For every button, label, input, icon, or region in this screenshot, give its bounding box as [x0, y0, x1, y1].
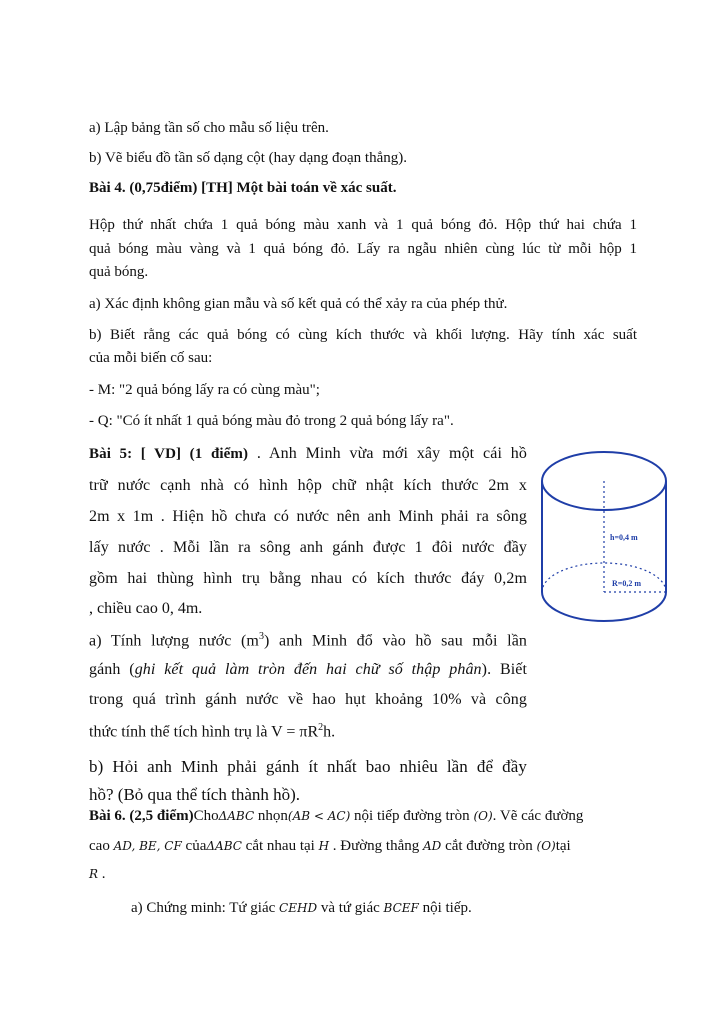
problem-4-heading: Bài 4. (0,75điểm) [TH] Một bài toán về xác suất. — [89, 180, 397, 196]
line-ad: AD — [423, 839, 442, 853]
text: cắt nhau tại — [241, 838, 319, 854]
text: ) anh Minh đổ vào hồ sau mỗi lần — [264, 632, 527, 650]
problem-4-text-line: Hộp thứ nhất chứa 1 quả bóng màu xanh và 1 quả bóng đỏ. Hộp thứ hai chứa 1 — [89, 217, 637, 233]
text: cắt đường tròn — [441, 838, 537, 854]
text: cao — [89, 838, 114, 854]
question-4a: a) Lập bảng tần số cho mẫu số liệu trên. — [89, 120, 329, 136]
text: thức tính thể tích hình trụ là V = πR — [89, 723, 319, 741]
altitudes: AD, BE, CF — [113, 839, 182, 853]
text: tại — [555, 838, 571, 854]
problem-4-part-b-line: của mỗi biến cố sau: — [89, 350, 213, 366]
problem-6-line-3 — [89, 866, 106, 883]
problem-4-part-a: a) Xác định không gian mẫu và số kết quả có thể xảy ra của phép thử. — [89, 296, 508, 312]
event-m: - M: "2 quả bóng lấy ra có cùng màu"; — [89, 382, 320, 398]
point-r: R — [89, 867, 99, 881]
problem-5-line-6: , chiều cao 0, 4m. — [89, 600, 203, 617]
text: . Đường thẳng — [329, 838, 424, 854]
triangle-abc: ΔABC — [218, 809, 255, 823]
superscript: 2 — [318, 722, 324, 733]
problem-5-part-b-line-1: b) Hỏi anh Minh phải gánh ít nhất bao nhiêu lần để đầy — [89, 757, 527, 776]
problem-6-line-2 — [89, 838, 571, 855]
problem-6-part-a — [131, 900, 472, 917]
problem-4-text-line: quả bóng màu vàng và 1 quả bóng đỏ. Lấy ra ngẫu nhiên cùng lúc từ mỗi hộp 1 — [89, 241, 637, 257]
text: của — [181, 838, 207, 854]
problem-5-text: . Anh Minh vừa mới xây một cái hồ — [248, 445, 527, 462]
problem-6-line-1 — [89, 808, 583, 825]
problem-5-line-1 — [89, 445, 527, 463]
problem-5-part-a-line-1 — [89, 631, 527, 650]
text: a) Chứng minh: Tứ giác — [131, 900, 280, 916]
text: . Vẽ các đường — [492, 808, 584, 824]
problem-5-part-a-line-4 — [89, 722, 335, 741]
point-h: H — [318, 839, 330, 853]
text: h. — [323, 723, 336, 741]
text: nội tiếp. — [418, 900, 472, 916]
problem-4-text-line: quả bóng. — [89, 264, 149, 280]
problem-5-line-5: gồm hai thùng hình trụ bằng nhau có kích thước đáy 0,2m — [89, 570, 527, 587]
problem-5-line-3: 2m x 1m . Hiện hồ chưa có nước nên anh Minh phải ra sông — [89, 508, 527, 525]
circle-o: (O) — [536, 839, 556, 853]
superscript: 3 — [258, 631, 265, 642]
condition: (AB < AC) — [287, 809, 351, 823]
quad-bcef: BCEF — [383, 901, 419, 915]
problem-5-line-4: lấy nước . Mỗi lần ra sông anh gánh được 1 đôi nước đầy — [89, 539, 527, 556]
problem-4-part-b-line: b) Biết rằng các quả bóng có cùng kích thước và khối lượng. Hãy tính xác suất — [89, 327, 637, 343]
text: nhọn — [254, 808, 288, 824]
problem-5-line-2: trữ nước cạnh nhà có hình hộp chữ nhật kích thước 2m x — [89, 477, 527, 494]
problem-5-heading: Bài 5: [ VD] (1 điểm) — [89, 446, 249, 462]
problem-6-heading: Bài 6. (2,5 điểm) — [89, 808, 194, 824]
text: nội tiếp đường tròn — [350, 808, 474, 824]
circle-o: (O) — [473, 809, 493, 823]
text: Cho — [193, 808, 219, 824]
quad-cehd: CEHD — [279, 901, 318, 915]
cylinder-figure — [538, 442, 670, 622]
problem-5-part-a-line-3: trong quá trình gánh nước về hao hụt khoảng 10% và công — [89, 691, 527, 708]
event-q: - Q: "Có ít nhất 1 quả bóng màu đỏ trong 2 quả bóng lấy ra". — [89, 413, 454, 429]
italic-note: ghi kết quả làm tròn đến hai chữ số thập phân — [134, 661, 482, 678]
cylinder-bottom-front-arc — [542, 592, 666, 621]
question-4b: b) Vẽ biểu đồ tần số dạng cột (hay dạng đoạn thẳng). — [89, 150, 407, 166]
height-label: h=0,4 m — [610, 533, 638, 542]
radius-label: R=0,2 m — [612, 579, 641, 588]
text: ). Biết — [481, 661, 528, 678]
text: gánh ( — [89, 661, 135, 678]
problem-5-part-b-line-2: hồ? (Bỏ qua thể tích thành hồ). — [89, 785, 301, 804]
text: a) Tính lượng nước (m — [89, 632, 259, 650]
text: và tứ giác — [317, 900, 384, 916]
problem-5-part-a-line-2 — [89, 661, 527, 679]
triangle-abc: ΔABC — [206, 839, 242, 853]
text: . — [98, 866, 106, 882]
